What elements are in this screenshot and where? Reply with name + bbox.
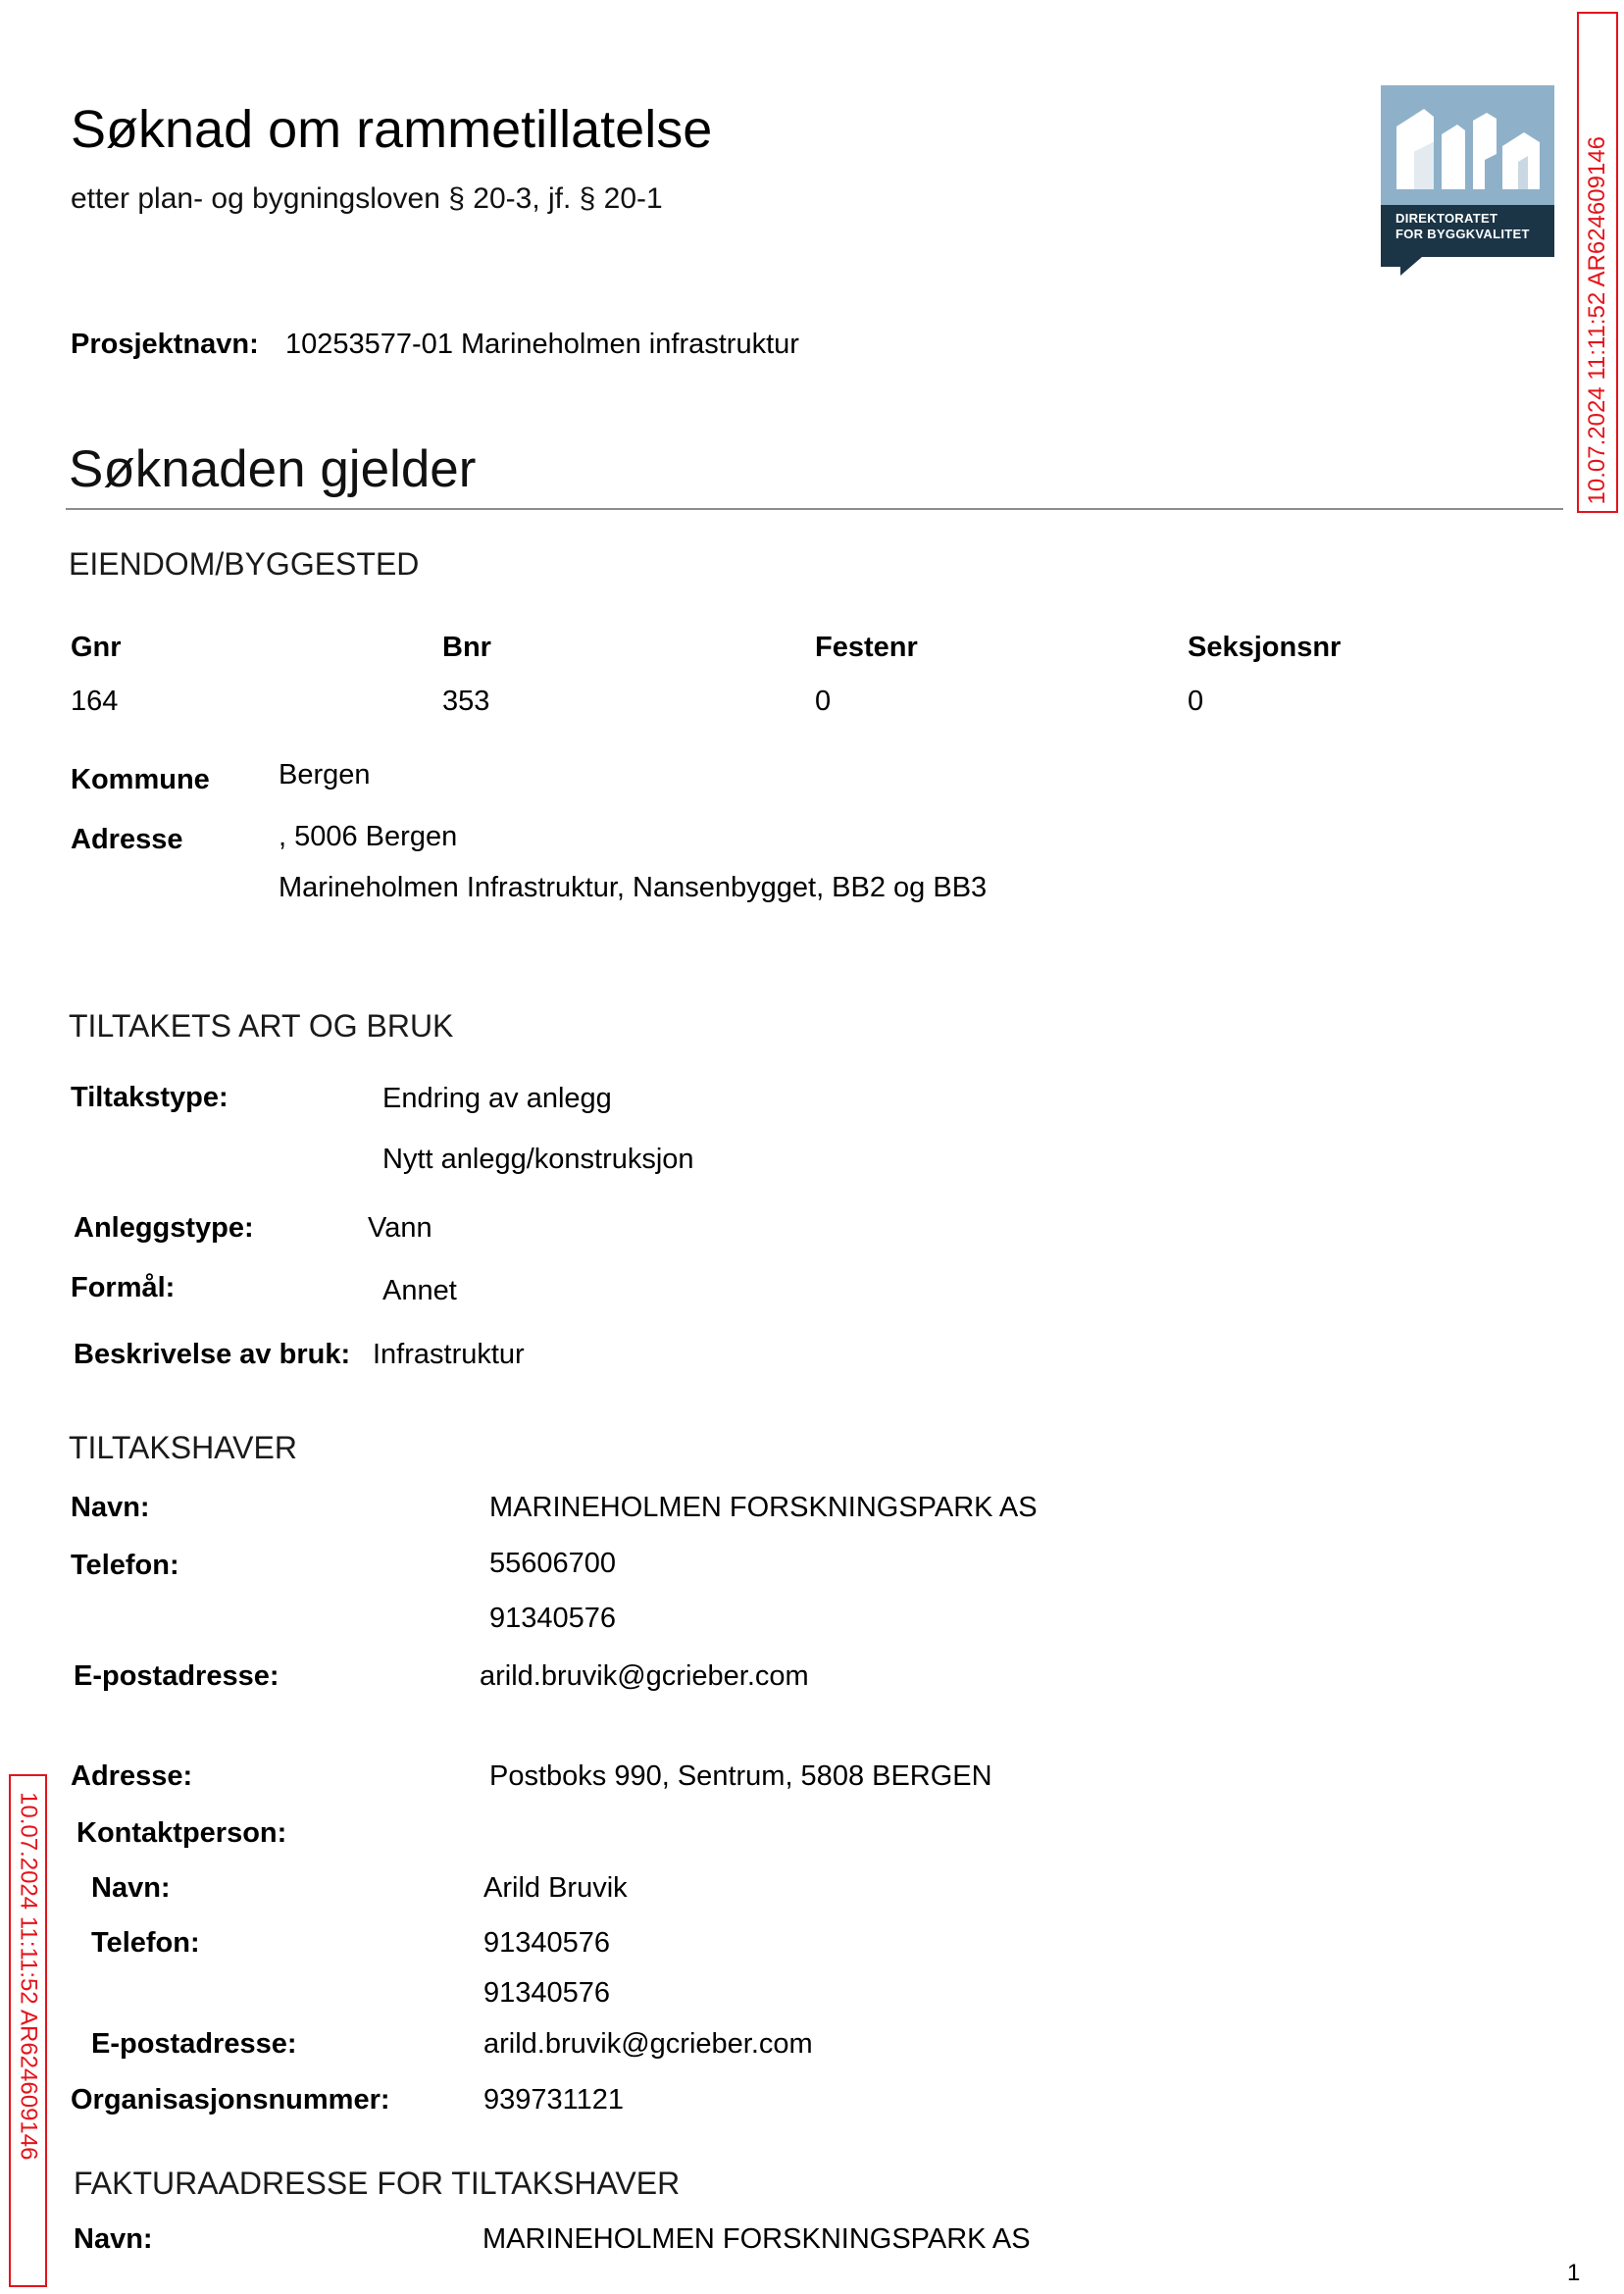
municipality-label: Kommune	[71, 764, 210, 795]
stamp-text: 10.07.2024 11:11:52 AR624609146	[15, 1792, 42, 2161]
page-subtitle: etter plan- og bygningsloven § 20-3, jf. § 20-1	[71, 182, 663, 215]
logo-text-line1: DIREKTORATET	[1396, 211, 1498, 226]
municipality-value: Bergen	[279, 759, 371, 790]
logo-text-line2: FOR BYGGKVALITET	[1396, 227, 1530, 241]
measure-type-label: Tiltakstype:	[71, 1082, 228, 1113]
contact-person-label: Kontaktperson:	[76, 1817, 287, 1849]
org-number-label: Organisasjonsnummer:	[71, 2084, 390, 2116]
property-col-festenr: Festenr	[815, 632, 918, 663]
timestamp-stamp-left	[9, 1774, 47, 2287]
page-title: Søknad om rammetillatelse	[71, 100, 713, 159]
owner-name-label: Navn:	[71, 1492, 150, 1523]
contact-name-value: Arild Bruvik	[483, 1872, 628, 1904]
contact-phone-2: 91340576	[483, 1977, 611, 2009]
purpose-value: Annet	[382, 1275, 457, 1306]
owner-phone-1: 55606700	[489, 1548, 617, 1579]
section-heading-soknaden-gjelder: Søknaden gjelder	[69, 440, 477, 498]
owner-phone-2: 91340576	[489, 1603, 617, 1634]
contact-phone-1: 91340576	[483, 1927, 611, 1959]
property-col-gnr: Gnr	[71, 632, 122, 663]
logo-tab-icon	[1381, 257, 1424, 276]
property-heading: EIENDOM/BYGGESTED	[69, 546, 420, 582]
project-name-value: 10253577-01 Marineholmen infrastruktur	[285, 329, 799, 360]
project-name-label: Prosjektnavn:	[71, 329, 259, 360]
purpose-label: Formål:	[71, 1272, 176, 1303]
org-number-value: 939731121	[483, 2084, 625, 2116]
billing-heading: FAKTURAADRESSE FOR TILTAKSHAVER	[74, 2166, 681, 2201]
logo-panel	[1381, 85, 1554, 205]
owner-address-label: Adresse:	[71, 1760, 193, 1792]
usage-value: Infrastruktur	[373, 1339, 525, 1370]
logo-band	[1381, 205, 1554, 257]
contact-phone-label: Telefon:	[91, 1927, 200, 1959]
billing-name-label: Navn:	[74, 2223, 153, 2255]
stamp-text: 10.07.2024 11:11:52 AR624609146	[1584, 135, 1610, 504]
owner-address-value: Postboks 990, Sentrum, 5808 BERGEN	[489, 1760, 992, 1792]
contact-email-label: E-postadresse:	[91, 2028, 297, 2060]
usage-label: Beskrivelse av bruk:	[74, 1339, 351, 1370]
property-value-festenr: 0	[815, 686, 832, 717]
contact-email-value: arild.bruvik@gcrieber.com	[483, 2028, 813, 2060]
property-value-bnr: 353	[442, 686, 490, 717]
dibk-logo-icon	[1381, 85, 1554, 205]
section-divider	[66, 508, 1563, 510]
facility-type-label: Anleggstype:	[74, 1212, 254, 1244]
owner-phone-label: Telefon:	[71, 1550, 179, 1581]
owner-email-value: arild.bruvik@gcrieber.com	[480, 1660, 809, 1692]
facility-type-value: Vann	[368, 1212, 432, 1244]
property-value-gnr: 164	[71, 686, 119, 717]
measure-type-1: Endring av anlegg	[382, 1083, 612, 1114]
owner-name-value: MARINEHOLMEN FORSKNINGSPARK AS	[489, 1492, 1038, 1523]
measure-type-2: Nytt anlegg/konstruksjon	[382, 1144, 694, 1175]
measure-heading: TILTAKETS ART OG BRUK	[69, 1008, 454, 1044]
page-number: 1	[1567, 2260, 1581, 2286]
timestamp-stamp-right	[1577, 12, 1618, 513]
address-label: Adresse	[71, 824, 183, 855]
property-col-bnr: Bnr	[442, 632, 491, 663]
billing-name-value: MARINEHOLMEN FORSKNINGSPARK AS	[482, 2223, 1031, 2255]
contact-name-label: Navn:	[91, 1872, 171, 1904]
dibk-logo	[1381, 85, 1554, 276]
property-col-seksjonsnr: Seksjonsnr	[1188, 632, 1342, 663]
owner-heading: TILTAKSHAVER	[69, 1430, 297, 1465]
property-value-seksjonsnr: 0	[1188, 686, 1204, 717]
address-line-2: Marineholmen Infrastruktur, Nansenbygget, BB2 og BB3	[279, 872, 988, 903]
address-line-1: , 5006 Bergen	[279, 821, 458, 852]
owner-email-label: E-postadresse:	[74, 1660, 279, 1692]
